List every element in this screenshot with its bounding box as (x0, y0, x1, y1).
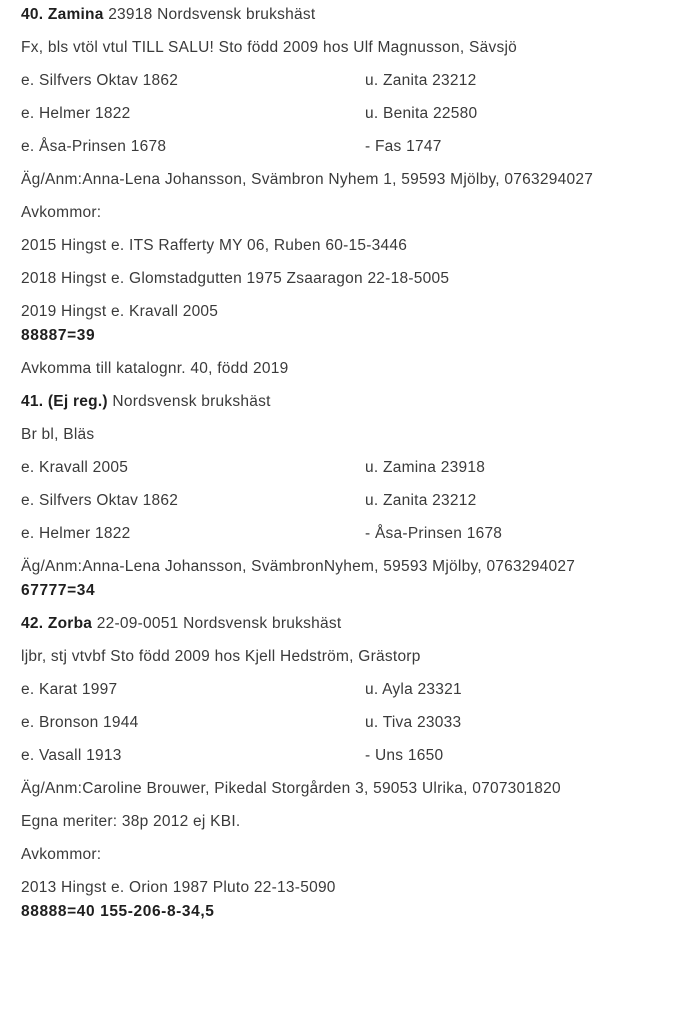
pedigree-dam: u. Tiva 23033 (365, 714, 462, 731)
pedigree-row (21, 523, 659, 544)
entry-number-name: 42. Zorba (21, 615, 93, 632)
text-line: 2015 Hingst e. ITS Rafferty MY 06, Ruben 60-15-3446 (21, 237, 408, 254)
pedigree-sire: e. Silfvers Oktav 1862 (21, 72, 179, 89)
entry-heading (21, 613, 659, 634)
pedigree-row (21, 70, 659, 91)
pedigree-row (21, 679, 659, 700)
catalog-entry-40 (21, 4, 659, 379)
entry-heading-rest: Nordsvensk brukshäst (112, 393, 271, 410)
pedigree-dam: - Åsa-Prinsen 1678 (365, 525, 503, 542)
entry-number-name: 40. Zamina (21, 6, 104, 23)
pedigree-row (21, 490, 659, 511)
pedigree-dam: u. Benita 22580 (365, 105, 478, 122)
pedigree-row (21, 103, 659, 124)
pedigree-sire: e. Helmer 1822 (21, 525, 131, 542)
pedigree-dam: u. Zamina 23918 (365, 459, 486, 476)
text-line: Fx, bls vtöl vtul TILL SALU! Sto född 2009 hos Ulf Magnusson, Sävsjö (21, 39, 518, 56)
pedigree-sire: e. Helmer 1822 (21, 105, 131, 122)
pedigree-dam: u. Zanita 23212 (365, 492, 477, 509)
text-line: Egna meriter: 38p 2012 ej KBI. (21, 813, 241, 830)
score-line: 88887=39 (21, 327, 96, 344)
score-line: 67777=34 (21, 582, 96, 599)
text-line: Äg/Anm:Anna-Lena Johansson, Svämbron Nyhem 1, 59593 Mjölby, 0763294027 (21, 171, 594, 188)
pedigree-dam: - Uns 1650 (365, 747, 444, 764)
pedigree-dam: u. Ayla 23321 (365, 681, 462, 698)
text-line: Äg/Anm:Anna-Lena Johansson, SvämbronNyhem, 59593 Mjölby, 0763294027 (21, 558, 576, 575)
text-line: Avkommor: (21, 204, 102, 221)
text-line: ljbr, stj vtvbf Sto född 2009 hos Kjell Hedström, Grästorp (21, 648, 421, 665)
text-line: 2019 Hingst e. Kravall 2005 (21, 303, 219, 320)
catalog-entry-42 (21, 613, 659, 922)
pedigree-row (21, 712, 659, 733)
pedigree-dam: - Fas 1747 (365, 138, 442, 155)
pedigree-row (21, 457, 659, 478)
entry-number-name: 41. (Ej reg.) (21, 393, 108, 410)
pedigree-sire: e. Karat 1997 (21, 681, 118, 698)
text-line: Äg/Anm:Caroline Brouwer, Pikedal Storgården 3, 59053 Ulrika, 0707301820 (21, 780, 561, 797)
entry-heading-rest: 23918 Nordsvensk brukshäst (108, 6, 316, 23)
text-line: Avkommor: (21, 846, 102, 863)
entry-heading-rest: 22-09-0051 Nordsvensk brukshäst (96, 615, 342, 632)
pedigree-sire: e. Åsa-Prinsen 1678 (21, 138, 167, 155)
pedigree-sire: e. Vasall 1913 (21, 747, 122, 764)
entry-heading (21, 391, 659, 412)
pedigree-row (21, 136, 659, 157)
entry-heading (21, 4, 659, 25)
text-line: 2018 Hingst e. Glomstadgutten 1975 Zsaaragon 22-18-5005 (21, 270, 450, 287)
score-line: 88888=40 155-206-8-34,5 (21, 903, 215, 920)
catalog-entry-41 (21, 391, 659, 601)
text-line: Avkomma till katalognr. 40, född 2019 (21, 360, 289, 377)
pedigree-sire: e. Bronson 1944 (21, 714, 139, 731)
text-line: 2013 Hingst e. Orion 1987 Pluto 22-13-5090 (21, 879, 336, 896)
pedigree-sire: e. Kravall 2005 (21, 459, 129, 476)
pedigree-sire: e. Silfvers Oktav 1862 (21, 492, 179, 509)
pedigree-dam: u. Zanita 23212 (365, 72, 477, 89)
pedigree-row (21, 745, 659, 766)
text-line: Br bl, Bläs (21, 426, 95, 443)
